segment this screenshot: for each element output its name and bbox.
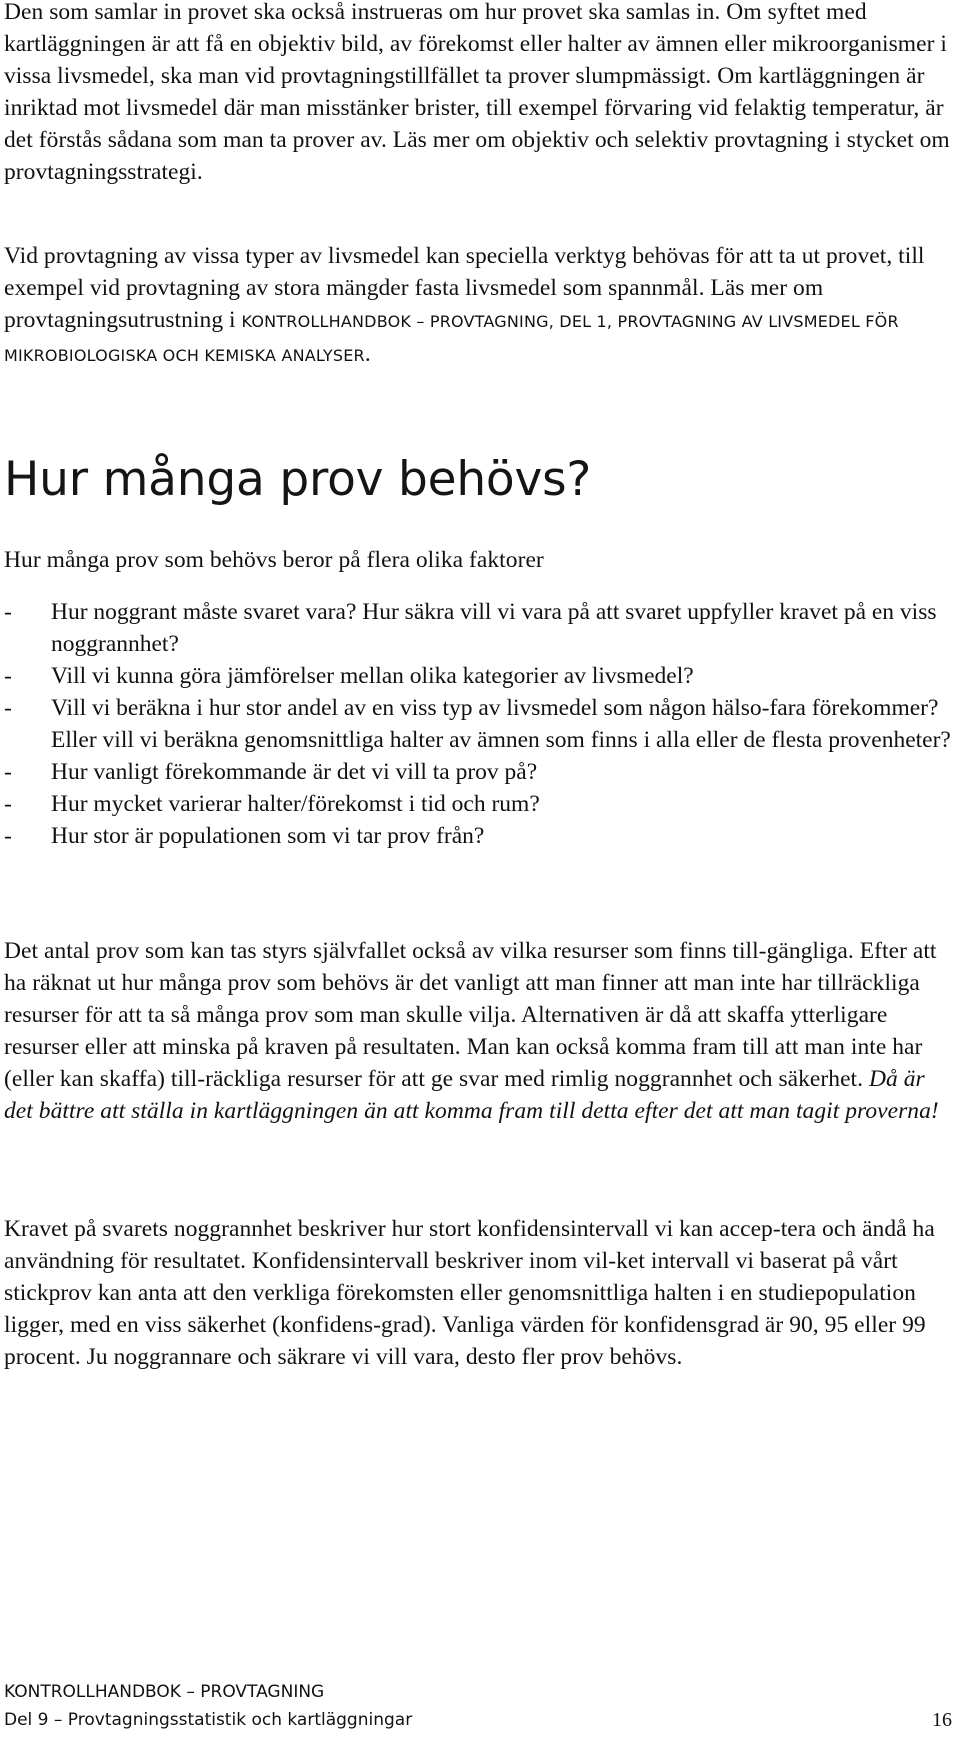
section-heading: Hur många prov behövs? — [4, 452, 592, 507]
list-item-text: Hur vanligt förekommande är det vi vill ta prov på? — [51, 759, 538, 785]
list-item-text: Hur stor är populationen som vi tar prov från? — [51, 823, 485, 849]
bullet-marker: - — [4, 599, 12, 625]
paragraph-sampling-tools — [4, 240, 954, 372]
paragraph-text: Vid provtagning av vissa typer av livsmedel kan speciella verktyg behövas för att ta ut provet, till exempel vid provtagning av stora mängder fasta livsmedel som spannmål. Läs mer om provtagningsutrustning i — [4, 243, 925, 333]
list-item — [4, 756, 954, 788]
list-item — [4, 596, 954, 660]
footer-row — [4, 1706, 954, 1734]
bullet-marker: - — [4, 759, 12, 785]
paragraph-end: . — [364, 341, 371, 367]
factors-list — [4, 596, 954, 852]
list-item — [4, 820, 954, 852]
bullet-marker: - — [4, 823, 12, 849]
footer-section: Del 9 – Provtagningsstatistik och kartläggningar — [4, 1710, 413, 1730]
list-item-text: Vill vi kunna göra jämförelser mellan olika kategorier av livsmedel? — [51, 663, 694, 689]
paragraph-resources — [4, 935, 954, 1127]
list-item-text: Vill vi beräkna i hur stor andel av en viss typ av livsmedel som någon hälso-fara förekommer? Eller vill vi beräkna genomsnittliga halter av ämnen som finns i alla eller de flesta provenheter? — [51, 695, 951, 753]
intro-text: Hur många prov som behövs beror på flera olika faktorer — [4, 547, 544, 573]
page-footer — [4, 1678, 954, 1734]
page-number: 16 — [932, 1709, 952, 1731]
italic-emphasis: Då är det bättre att ställa in kartläggningen än att komma fram till detta efter det att man tagit proverna! — [4, 1066, 939, 1124]
bullet-marker: - — [4, 791, 12, 817]
list-item-text: Hur noggrant måste svaret vara? Hur säkra vill vi vara på att svaret uppfyller kravet på en viss noggrannhet? — [51, 599, 937, 657]
reference-link-text: KONTROLLHANDBOK – PROVTAGNING, DEL 1, PROVTAGNING AV LIVSMEDEL FÖR MIKROBIOLOGISKA OCH KEMISKA ANALYSER — [4, 312, 899, 365]
paragraph-text: Det antal prov som kan tas styrs självfallet också av vilka resurser som finns till-gängliga. Efter att ha räknat ut hur många prov som behövs är det vanligt att man finner att man inte har tillräckliga resurser för att ta så många prov som man skulle vilja. Alternativen är då att skaffa ytterligare resurser eller att minska på kraven på resultaten. Man kan också komma fram till att man inte har (eller kan skaffa) till-räckliga resurser för att ge svar med rimlig noggrannhet och säkerhet. — [4, 938, 937, 1092]
footer-title: KONTROLLHANDBOK – PROVTAGNING — [4, 1682, 325, 1702]
paragraph-confidence-interval: Kravet på svarets noggrannhet beskriver hur stort konfidensintervall vi kan accep-tera och ändå ha användning för resultatet. Konfidensintervall beskriver inom vil-ket intervall vi baserat på vårt stickprov kan anta att den verkliga förekomsten eller genomsnittliga halten i en studiepopulation ligger, med en viss säkerhet (konfidens-grad). Vanliga värden för konfidensgrad är 90, 95 eller 99 procent. Ju noggrannare och säkrare vi vill vara, desto fler prov behövs. — [4, 1216, 935, 1370]
paragraph-sampling-instructions: Den som samlar in provet ska också instrueras om hur provet ska samlas in. Om syftet med kartläggningen är att få en objektiv bild, av förekomst eller halter av ämnen eller mikroorganismer i vissa livsmedel, ska man vid provtagningstillfället ta prover slumpmässigt. Om kartläggningen är inriktad mot livsmedel där man misstänker brister, till exempel förvaring vid felaktig temperatur, är det förstås sådana som man ta prover av. Läs mer om objektiv och selektiv provtagning i stycket om provtagningsstrategi. — [4, 0, 950, 185]
bullet-marker: - — [4, 695, 12, 721]
list-item-text: Hur mycket varierar halter/förekomst i tid och rum? — [51, 791, 540, 817]
list-item — [4, 692, 954, 756]
list-item — [4, 660, 954, 692]
list-item — [4, 788, 954, 820]
bullet-marker: - — [4, 663, 12, 689]
